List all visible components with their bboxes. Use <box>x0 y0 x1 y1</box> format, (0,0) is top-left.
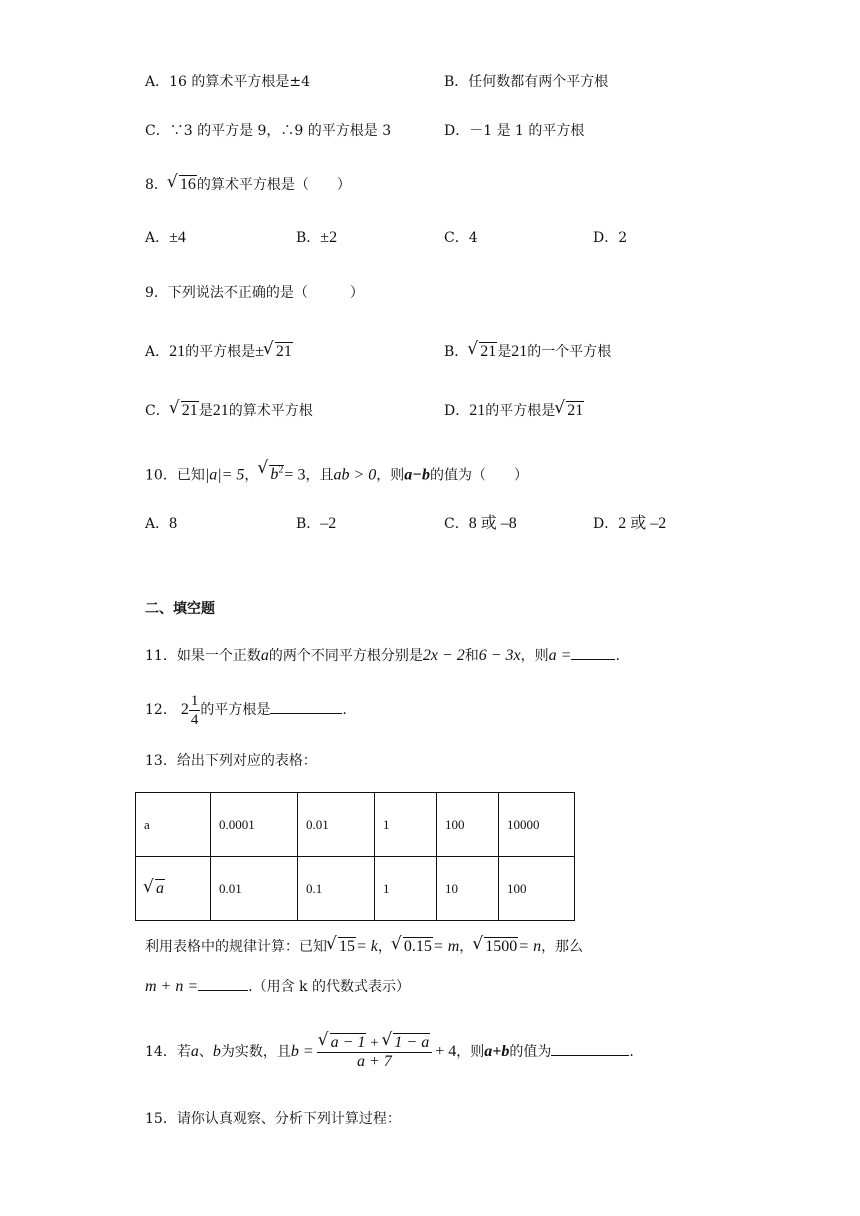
table-cell: 1 <box>375 857 437 921</box>
table-cell: 10 <box>437 857 499 921</box>
table-cell: 1 <box>375 793 437 857</box>
sqrt-sign: √ $b^2$ <box>259 461 284 485</box>
q10-stem: 10．已知|a|= 5，√ $b^2= 3$，且ab > 0，则a−b的值为（ ） <box>145 461 528 485</box>
sqrt-sign: √ 1 − a <box>383 1034 430 1052</box>
q12: 12． 2 $\frac{1}{4}$ 的平方根是 . <box>145 692 347 728</box>
q7-option-a: A．16 的算术平方根是±4 <box>145 74 311 90</box>
q8-option-c: C．4 <box>444 230 478 246</box>
answer-blank[interactable] <box>571 645 615 660</box>
q10-option-c: C．8 或 –8 <box>444 515 517 532</box>
table-row <box>136 793 575 857</box>
sqrt-sign: √ 15 <box>328 937 356 957</box>
q7-option-b: B．任何数都有两个平方根 <box>444 74 609 90</box>
q8-option-b: B．±2 <box>296 229 338 246</box>
sqrt-sign: √ a <box>145 880 165 898</box>
q7-option-d: D．－1 是 1 的平方根 <box>444 123 585 139</box>
q14: 14．若a、b为实数，且b = √ $\frac{a - 1 + √ 1 - a}{a + 7}$ + 4，则a+b的值为 . <box>145 1030 634 1074</box>
sqrt-sign: √ 21 <box>265 342 293 362</box>
answer-blank[interactable] <box>551 1041 629 1056</box>
table-cell: 0.01 <box>211 857 298 921</box>
fraction: $\frac{1}{4}$ <box>190 692 199 728</box>
sqrt-sign: √ 16 <box>169 175 197 195</box>
q9-option-b: B．√ 21是21的一个平方根 <box>444 342 611 362</box>
q9-option-c: C．√ 21是21的算术平方根 <box>145 401 313 421</box>
q9-option-d: D．21的平方根是√ 21 <box>444 401 584 421</box>
data-table <box>135 792 575 921</box>
q13-answer-line: m + n = .（用含 k 的代数式表示） <box>145 978 410 995</box>
sqrt-sign: √ 1500 <box>474 937 518 957</box>
q7-option-c: C．∵3 的平方是 9，∴9 的平方根是 3 <box>145 123 392 139</box>
q10-option-d: D．2 或 –2 <box>593 515 667 532</box>
sqrt-sign: √ 21 <box>469 342 497 362</box>
q10-option-a: A．8 <box>145 515 178 532</box>
table-cell <box>136 857 211 921</box>
q13-stem: 13．给出下列对应的表格： <box>145 753 317 769</box>
sqrt-sign: √ 0.15 <box>393 937 433 957</box>
answer-blank[interactable] <box>270 699 342 714</box>
sqrt-sign: √ 21 <box>556 401 584 421</box>
table-cell: a <box>136 793 211 857</box>
q9-stem: 9．下列说法不正确的是（ ） <box>145 285 364 301</box>
table-cell: 100 <box>437 793 499 857</box>
answer-blank[interactable] <box>198 976 248 991</box>
table-cell: 0.1 <box>298 857 375 921</box>
q10-option-b: B．–2 <box>296 515 337 532</box>
q8-stem: 8．√ 16的算术平方根是（ ） <box>145 175 351 195</box>
q8-option-d: D．2 <box>593 230 628 246</box>
q8-option-a: A．±4 <box>145 229 186 246</box>
q11: 11．如果一个正数a的两个不同平方根分别是2x − 2和6 − 3x，则a = . <box>145 647 620 664</box>
table-row <box>136 857 575 921</box>
q13-follow: 利用表格中的规律计算：已知√ 15= k，√ 0.15= m，√ 1500= n，那么 <box>145 937 583 957</box>
sqrt-sign: √ 21 <box>171 401 199 421</box>
table-cell: 100 <box>499 857 575 921</box>
section-title: 二、填空题 <box>145 601 215 617</box>
table-cell: 0.0001 <box>211 793 298 857</box>
fraction: √ $\frac{a - 1 + √ 1 - a}{a + 7}$ <box>317 1034 433 1071</box>
table-cell: 0.01 <box>298 793 375 857</box>
table-cell: 10000 <box>499 793 575 857</box>
sqrt-sign: √ a − 1 <box>320 1034 367 1052</box>
q15-stem: 15．请你认真观察、分析下列计算过程： <box>145 1111 401 1127</box>
q9-option-a: A．21的平方根是±√ 21 <box>145 342 293 362</box>
